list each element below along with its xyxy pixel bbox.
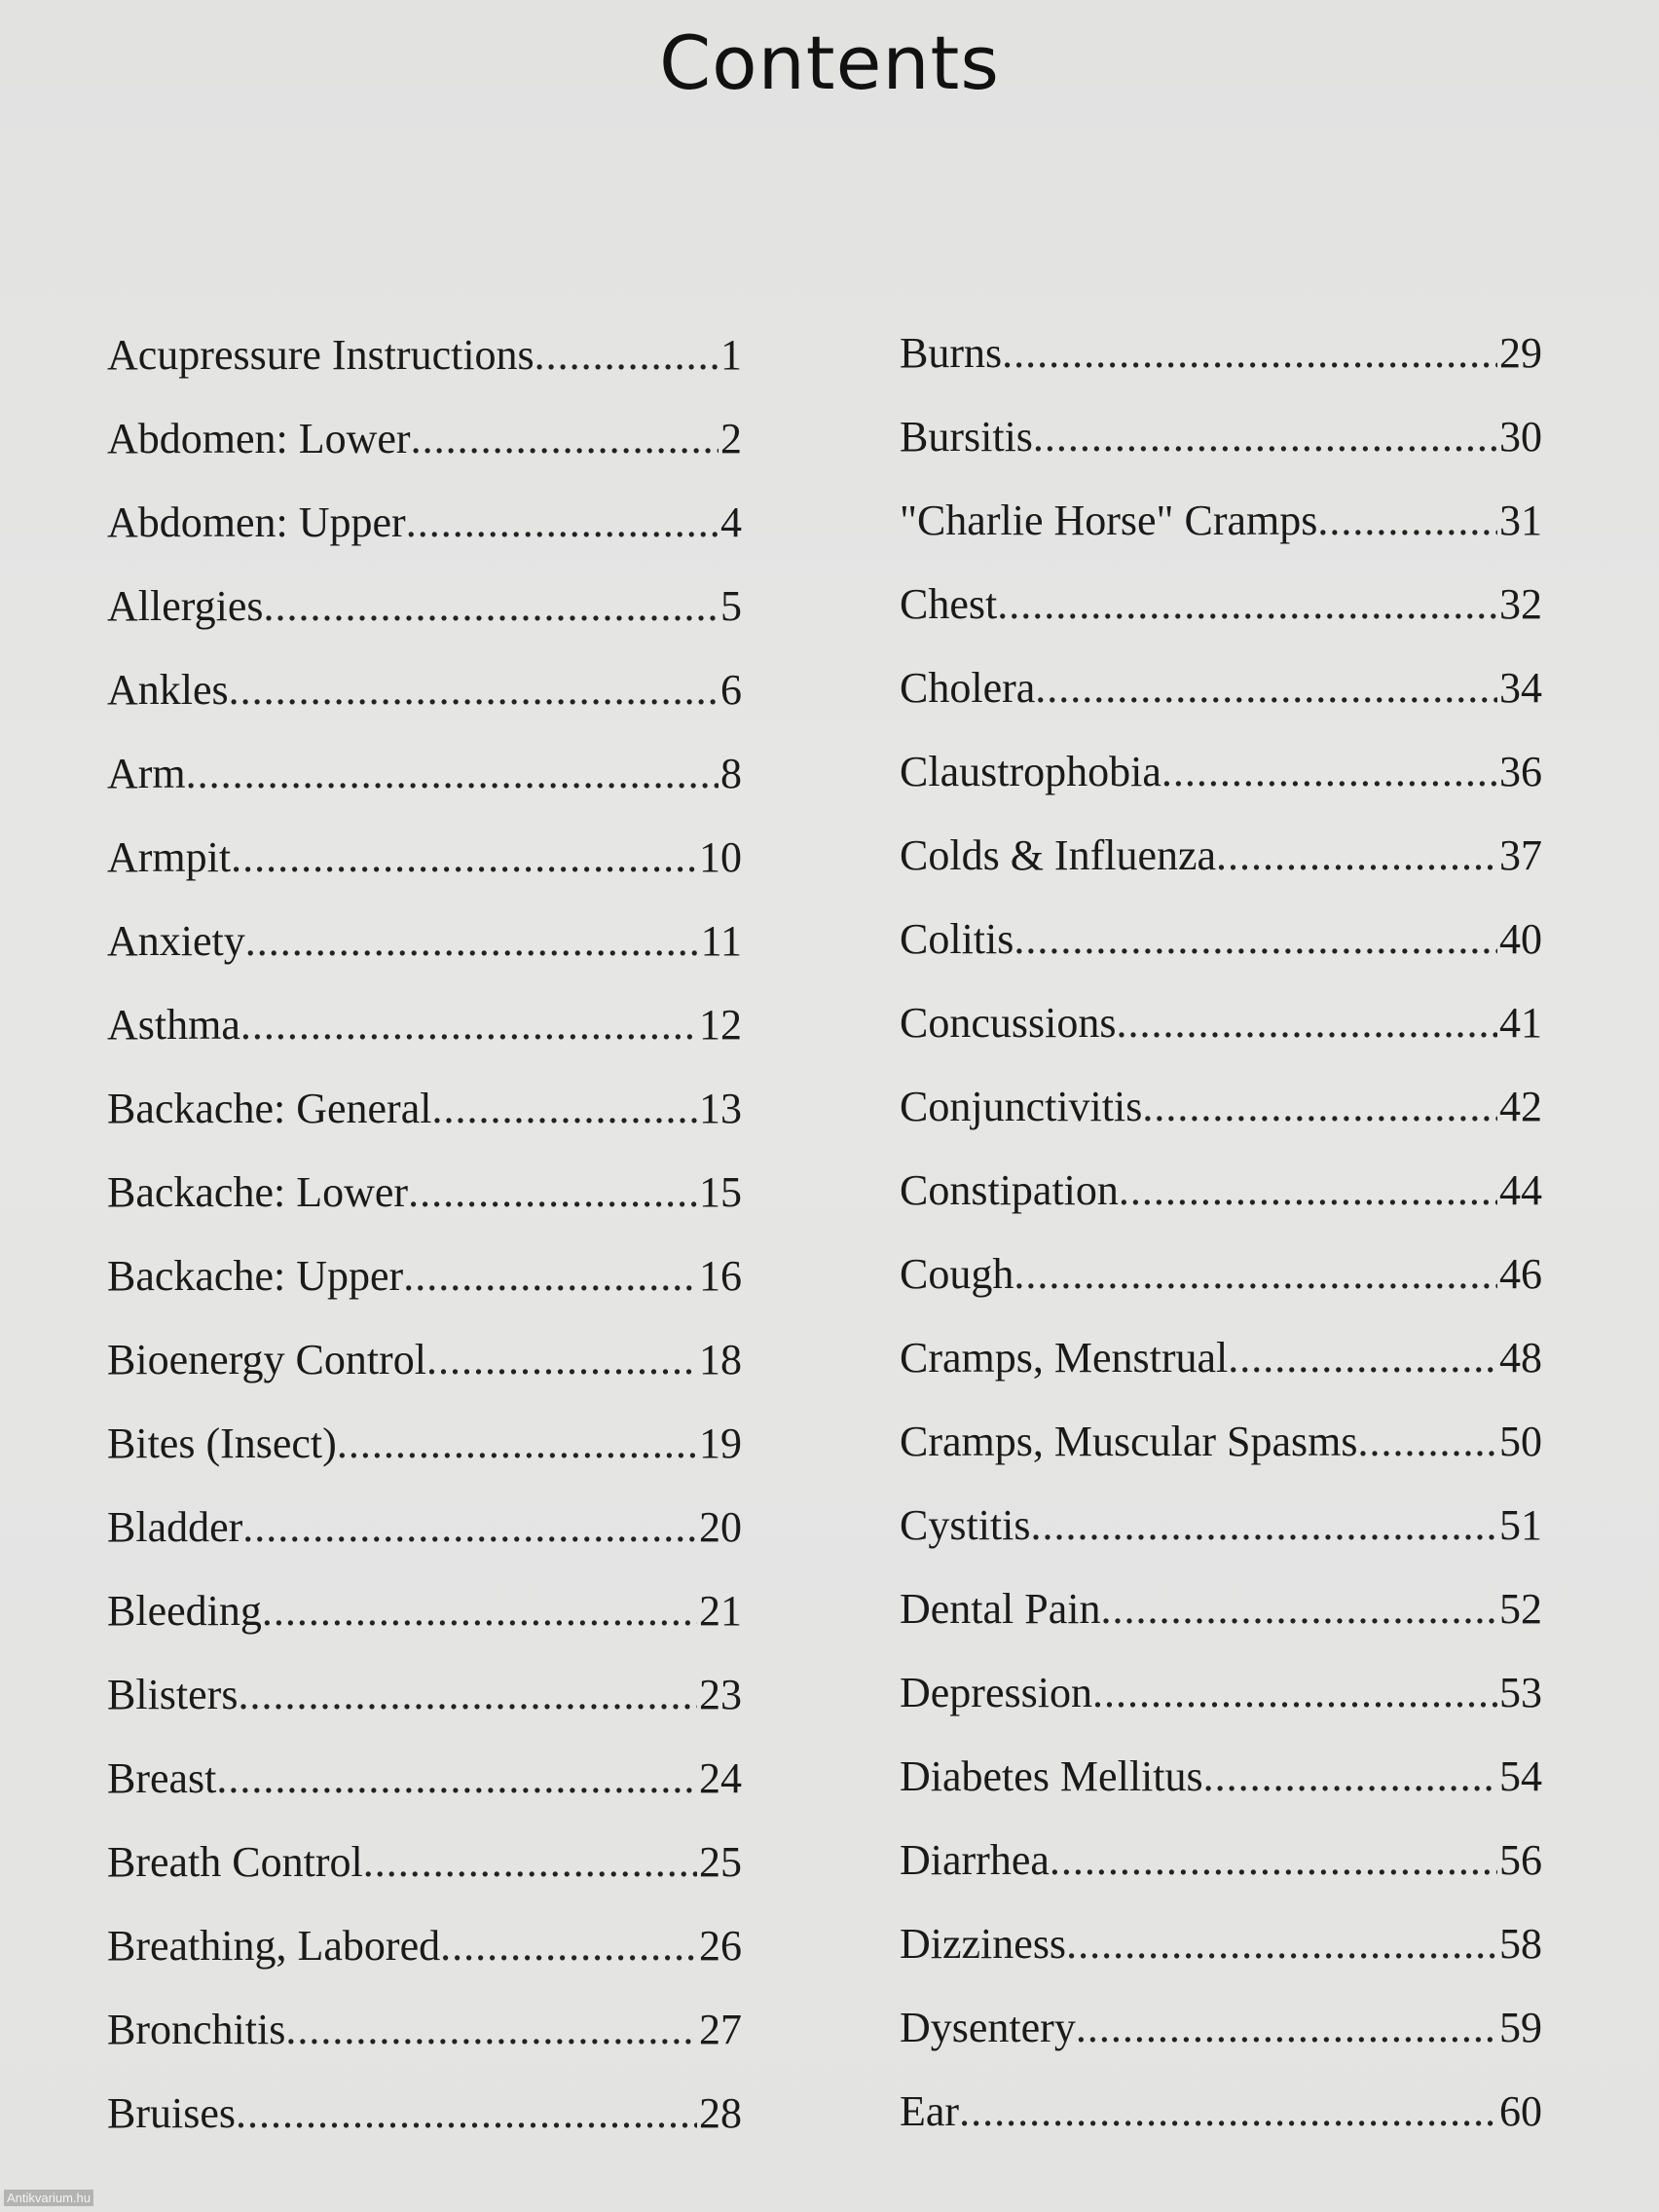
toc-entry	[900, 1233, 1542, 1316]
dot-leader	[426, 1318, 697, 1402]
toc-entry	[900, 730, 1542, 814]
dot-leader	[1035, 646, 1497, 730]
toc-entry-label: Breast	[107, 1754, 217, 1802]
dot-leader	[1317, 479, 1497, 563]
toc-entry-page-number: 56	[1499, 1836, 1542, 1884]
toc-entry-page-number: 25	[699, 1838, 742, 1886]
toc-entry-label: Constipation	[900, 1166, 1119, 1214]
toc-entry-page-number: 4	[720, 498, 742, 546]
dot-leader	[264, 565, 719, 648]
dot-leader	[406, 481, 719, 565]
toc-entry	[900, 814, 1542, 898]
toc-entry-label: Cholera	[900, 664, 1036, 712]
toc-entry	[900, 1065, 1542, 1149]
dot-leader	[997, 563, 1497, 646]
toc-entry-label: Depression	[900, 1669, 1092, 1716]
dot-leader	[411, 397, 719, 481]
toc-entry	[900, 1567, 1542, 1651]
toc-entry	[900, 395, 1542, 479]
toc-entry-page-number: 48	[1499, 1334, 1542, 1382]
toc-entry-label: Bursitis	[900, 413, 1033, 461]
toc-entry	[107, 1486, 742, 1569]
toc-entry-label: Bladder	[107, 1503, 243, 1551]
toc-entry	[107, 1569, 742, 1653]
toc-entry-page-number: 37	[1499, 831, 1542, 879]
toc-entry-label: Chest	[900, 580, 998, 628]
toc-entry-page-number: 1	[720, 331, 742, 379]
dot-leader	[1161, 730, 1497, 814]
toc-entry-label: Bleeding	[107, 1587, 262, 1635]
toc-entry	[107, 1904, 742, 1988]
toc-entry-page-number: 21	[699, 1587, 742, 1635]
toc-entry	[900, 1484, 1542, 1567]
toc-entry-label: Anxiety	[107, 917, 245, 965]
dot-leader	[186, 732, 719, 816]
toc-entry	[900, 1651, 1542, 1735]
toc-entry-page-number: 6	[720, 666, 742, 714]
toc-entry-label: Abdomen: Lower	[107, 415, 411, 462]
toc-entry	[107, 1151, 742, 1235]
toc-entry	[900, 312, 1542, 395]
dot-leader	[236, 2072, 697, 2156]
dot-leader	[262, 1569, 697, 1653]
dot-leader	[1066, 1902, 1497, 1986]
dot-leader	[535, 313, 719, 397]
toc-entry-label: Dental Pain	[900, 1585, 1101, 1633]
dot-leader	[231, 816, 697, 900]
toc-entry-label: Burns	[900, 329, 1003, 377]
toc-entry	[107, 648, 742, 732]
dot-leader	[242, 1486, 697, 1569]
toc-entry	[107, 397, 742, 481]
dot-leader	[285, 1988, 697, 2072]
toc-entry-page-number: 24	[699, 1754, 742, 1802]
dot-leader	[403, 1235, 697, 1318]
toc-entry	[107, 816, 742, 900]
toc-entry-label: Concussions	[900, 999, 1117, 1047]
toc-entry-page-number: 32	[1499, 580, 1542, 628]
toc-entry-label: Cramps, Muscular Spasms	[900, 1418, 1358, 1465]
toc-entry	[900, 1400, 1542, 1484]
toc-entry-page-number: 40	[1499, 915, 1542, 963]
toc-entry	[900, 1735, 1542, 1819]
toc-entry-page-number: 16	[699, 1252, 742, 1300]
dot-leader	[408, 1151, 697, 1235]
toc-entry	[900, 646, 1542, 730]
toc-entry-page-number: 5	[720, 582, 742, 630]
toc-entry-label: Backache: Upper	[107, 1252, 404, 1300]
toc-entry-label: Colds & Influenza	[900, 831, 1217, 879]
toc-entry-page-number: 11	[700, 917, 742, 965]
toc-entry-page-number: 46	[1499, 1250, 1542, 1298]
toc-entry-page-number: 52	[1499, 1585, 1542, 1633]
toc-entry-label: Breathing, Labored	[107, 1922, 441, 1970]
toc-entry-page-number: 20	[699, 1503, 742, 1551]
contents-column-left	[107, 313, 742, 2156]
toc-entry	[900, 1149, 1542, 1233]
dot-leader	[1116, 981, 1497, 1065]
toc-entry-page-number: 41	[1499, 999, 1542, 1047]
toc-entry-page-number: 31	[1499, 497, 1542, 544]
toc-entry-label: Asthma	[107, 1001, 240, 1049]
toc-entry-label: Ear	[900, 2087, 960, 2135]
toc-entry	[107, 1988, 742, 2072]
toc-entry-label: Cystitis	[900, 1501, 1031, 1549]
toc-entry-label: Backache: Lower	[107, 1168, 409, 1216]
toc-entry	[900, 2070, 1542, 2154]
toc-entry	[900, 981, 1542, 1065]
dot-leader	[245, 900, 699, 983]
toc-entry-label: Cramps, Menstrual	[900, 1334, 1229, 1382]
toc-entry-page-number: 23	[699, 1671, 742, 1718]
toc-entry-label: Dizziness	[900, 1920, 1067, 1968]
dot-leader	[229, 648, 719, 732]
toc-entry-page-number: 36	[1499, 748, 1542, 795]
dot-leader	[1031, 1484, 1498, 1567]
toc-entry	[900, 1316, 1542, 1400]
toc-entry	[107, 313, 742, 397]
toc-entry-label: Arm	[107, 750, 186, 797]
dot-leader	[1203, 1735, 1497, 1819]
dot-leader	[216, 1737, 697, 1821]
toc-entry-page-number: 60	[1499, 2087, 1542, 2135]
dot-leader	[1002, 312, 1497, 395]
toc-entry	[900, 898, 1542, 981]
toc-entry-page-number: 12	[699, 1001, 742, 1049]
toc-entry-page-number: 42	[1499, 1083, 1542, 1130]
dot-leader	[1092, 1651, 1497, 1735]
toc-entry-label: Armpit	[107, 833, 232, 881]
dot-leader	[363, 1821, 697, 1904]
toc-entry-label: "Charlie Horse" Cramps	[900, 497, 1318, 544]
toc-entry-label: Dysentery	[900, 2004, 1076, 2051]
toc-entry-label: Bronchitis	[107, 2006, 286, 2053]
toc-entry-label: Backache: General	[107, 1085, 432, 1132]
toc-entry-page-number: 10	[699, 833, 742, 881]
dot-leader	[1358, 1400, 1497, 1484]
toc-entry-page-number: 53	[1499, 1669, 1542, 1716]
toc-entry	[107, 2072, 742, 2156]
toc-entry-label: Claustrophobia	[900, 748, 1161, 795]
toc-entry-page-number: 58	[1499, 1920, 1542, 1968]
toc-entry-page-number: 30	[1499, 413, 1542, 461]
toc-entry-page-number: 26	[699, 1922, 742, 1970]
toc-entry	[900, 563, 1542, 646]
toc-entry-page-number: 44	[1499, 1166, 1542, 1214]
toc-entry-label: Conjunctivitis	[900, 1083, 1143, 1130]
toc-entry	[107, 1402, 742, 1486]
toc-entry	[107, 1653, 742, 1737]
dot-leader	[1050, 1819, 1497, 1902]
toc-entry	[107, 732, 742, 816]
toc-entry-label: Allergies	[107, 582, 264, 630]
toc-entry-label: Bioenergy Control	[107, 1336, 426, 1383]
toc-entry	[900, 479, 1542, 563]
toc-entry-label: Bites (Insect)	[107, 1419, 337, 1467]
dot-leader	[1142, 1065, 1497, 1149]
dot-leader	[1216, 814, 1497, 898]
toc-entry-page-number: 29	[1499, 329, 1542, 377]
toc-entry-page-number: 19	[699, 1419, 742, 1467]
dot-leader	[238, 1653, 697, 1737]
toc-entry-page-number: 8	[720, 750, 742, 797]
toc-entry	[107, 900, 742, 983]
toc-entry-page-number: 34	[1499, 664, 1542, 712]
toc-entry	[900, 1819, 1542, 1902]
toc-entry-page-number: 51	[1499, 1501, 1542, 1549]
toc-entry-label: Diarrhea	[900, 1836, 1050, 1884]
dot-leader	[337, 1402, 697, 1486]
toc-entry-label: Bruises	[107, 2089, 236, 2137]
toc-entry-page-number: 13	[699, 1085, 742, 1132]
toc-entry-page-number: 54	[1499, 1752, 1542, 1800]
toc-entry	[107, 983, 742, 1067]
contents-column-right	[900, 312, 1542, 2154]
toc-entry-label: Breath Control	[107, 1838, 363, 1886]
dot-leader	[240, 983, 697, 1067]
dot-leader	[959, 2070, 1497, 2154]
toc-entry	[900, 1986, 1542, 2070]
toc-entry	[900, 1902, 1542, 1986]
toc-entry-label: Acupressure Instructions	[107, 331, 535, 379]
toc-entry-label: Ankles	[107, 666, 229, 714]
watermark: Antikvarium.hu	[4, 2190, 93, 2206]
dot-leader	[1076, 1986, 1497, 2070]
toc-entry-label: Diabetes Mellitus	[900, 1752, 1203, 1800]
toc-entry-page-number: 15	[699, 1168, 742, 1216]
page-title: Contents	[659, 19, 1000, 106]
toc-entry	[107, 1318, 742, 1402]
dot-leader	[1228, 1316, 1497, 1400]
dot-leader	[1119, 1149, 1497, 1233]
toc-entry-page-number: 28	[699, 2089, 742, 2137]
toc-entry	[107, 1067, 742, 1151]
toc-entry-page-number: 18	[699, 1336, 742, 1383]
toc-entry-label: Cough	[900, 1250, 1014, 1298]
toc-entry	[107, 1235, 742, 1318]
toc-entry	[107, 1821, 742, 1904]
dot-leader	[431, 1067, 697, 1151]
toc-entry-label: Abdomen: Upper	[107, 498, 406, 546]
toc-entry-page-number: 27	[699, 2006, 742, 2053]
toc-entry-page-number: 50	[1499, 1418, 1542, 1465]
toc-entry	[107, 481, 742, 565]
dot-leader	[1101, 1567, 1497, 1651]
toc-entry	[107, 565, 742, 648]
toc-entry-label: Colitis	[900, 915, 1014, 963]
dot-leader	[1033, 395, 1497, 479]
toc-entry	[107, 1737, 742, 1821]
toc-entry-page-number: 59	[1499, 2004, 1542, 2051]
dot-leader	[1014, 898, 1497, 981]
toc-entry-label: Blisters	[107, 1671, 239, 1718]
toc-entry-page-number: 2	[720, 415, 742, 462]
dot-leader	[1014, 1233, 1497, 1316]
dot-leader	[440, 1904, 697, 1988]
